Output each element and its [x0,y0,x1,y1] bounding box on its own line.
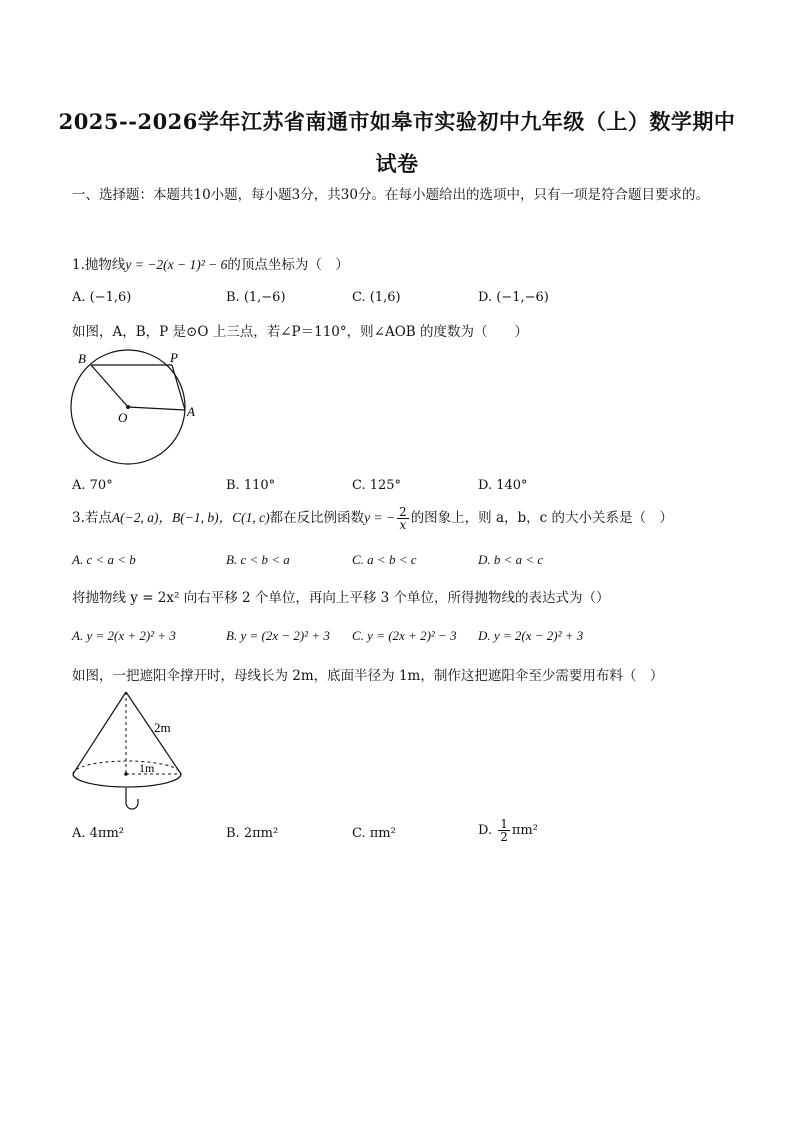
option-b[interactable]: B. c < b < a [226,552,290,567]
chord-pa [172,365,185,410]
option-c[interactable]: C. πm² [352,826,396,841]
option-a[interactable]: A. (−1,6) [72,290,132,305]
option-b[interactable]: B. y = (2x − 2)² + 3 [226,628,330,643]
option-d[interactable]: D. (−1,−6) [478,290,549,305]
fraction-numerator: 2 [399,505,407,519]
option-c[interactable]: C. 125° [352,478,402,493]
option-a[interactable]: A. 4πm² [72,826,125,841]
option-b[interactable]: B. (1,−6) [226,290,286,305]
question-1 [72,253,349,273]
question-text: 抛物线 [84,257,126,273]
option-c[interactable]: C. y = (2x + 2)² − 3 [352,628,457,643]
option-a[interactable]: A. y = 2(x + 2)² + 3 [72,628,176,643]
question-3 [72,506,673,531]
cone-left-edge [73,692,126,774]
function-lhs: y = − [364,510,396,525]
option-d[interactable]: D. y = 2(x − 2)² + 3 [478,628,584,643]
base-center-dot [124,772,128,776]
function-fraction [397,506,409,531]
question-number: 1. [72,257,85,273]
label-a: A [187,404,195,419]
umbrella-cone-figure [68,688,192,816]
option-b[interactable]: B. 2πm² [226,826,279,841]
label-o: O [118,410,128,425]
exam-title-line1: 2025--2026学年江苏省南通市如皋市实验初中九年级（上）数学期中 [58,109,736,134]
question-points: A(−2, a)，B(−1, b)，C(1, c) [111,510,270,525]
label-b: B [78,351,86,366]
option-a[interactable]: A. c < a < b [72,552,136,567]
option-d-prefix: D. [478,823,493,838]
radius-oa [128,407,185,410]
question-text: 若点 [84,510,112,526]
question-text: 的顶点坐标为（ ） [227,257,349,273]
radius-ob [91,365,128,407]
circle-figure [64,346,204,472]
option-b[interactable]: B. 110° [226,478,276,493]
fraction-denominator: 2 [500,830,508,844]
fraction-denominator: x [399,518,407,532]
question-text: 都在反比例函数 [269,510,365,526]
radius-label: 1m [139,761,155,775]
slant-label: 2m [154,720,171,735]
question-number: 3. [72,510,85,526]
base-front-arc [73,774,181,787]
umbrella-handle [126,788,138,809]
label-p: P [170,350,178,365]
question-4: 将抛物线 y = 2x² 向右平移 2 个单位，再向上平移 3 个单位，所得抛物线的表达式为（） [72,590,610,606]
fraction-numerator: 1 [500,817,508,831]
option-c[interactable]: C. (1,6) [352,290,401,305]
option-d-fraction [498,818,510,843]
option-d[interactable]: D. b < a < c [478,552,544,567]
question-5: 如图，一把遮阳伞撑开时，母线长为 2m，底面半径为 1m，制作这把遮阳伞至少需要用布料（ ） [72,668,664,684]
option-d[interactable]: D. 140° [478,478,528,493]
option-a[interactable]: A. 70° [72,478,113,493]
base-back-arc [73,761,181,774]
question-2: 如图，A，B，P 是⊙O 上三点，若∠P＝110°，则∠AOB 的度数为（ ） [72,324,528,340]
center-dot [126,405,130,409]
option-d-tail: πm² [511,823,538,838]
exam-title-line2: 试卷 [375,151,419,176]
question-formula: y = −2(x − 1)² − 6 [125,257,228,272]
option-d[interactable] [478,818,538,843]
option-c[interactable]: C. a < b < c [352,552,417,567]
section-instructions: 一、选择题：本题共10小题，每小题3分，共30分。在每小题给出的选项中，只有一项是符合题目要求的。 [72,187,709,203]
question-text: 的图象上，则 a，b，c 的大小关系是（ ） [410,510,674,526]
